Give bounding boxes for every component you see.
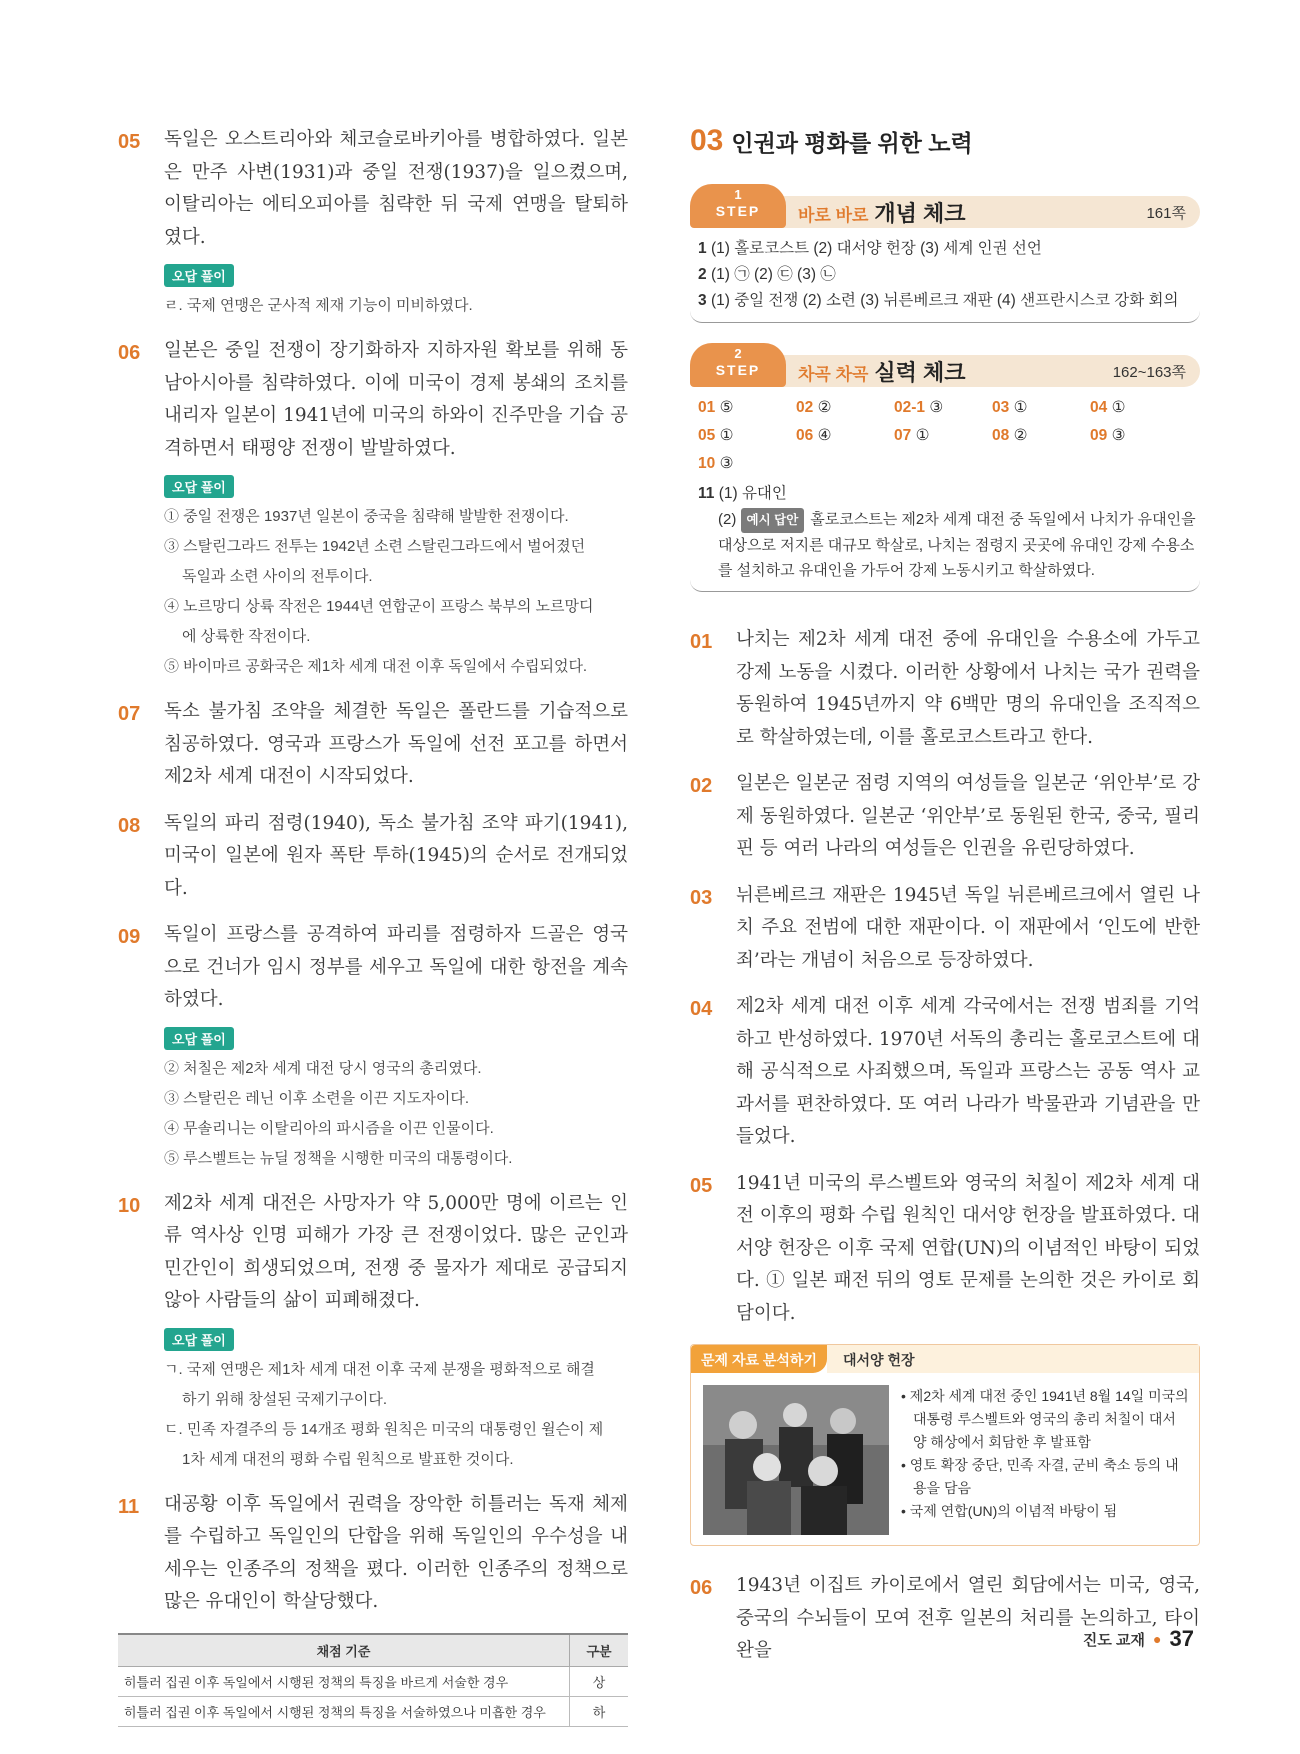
item-text: 일본은 일본군 점령 지역의 여성들을 일본군 ‘위안부’로 강제 동원하였다. 일본군 ‘위안부’로 동원된 한국, 중국, 필리핀 등 여러 나라의 여성들은 인권을 유린당하였다. bbox=[736, 773, 1200, 859]
page-footer bbox=[1083, 1626, 1194, 1652]
answer-number: 2 bbox=[698, 266, 707, 283]
item-body bbox=[164, 919, 628, 1174]
wrong-answer-badge: 오답 풀이 bbox=[164, 264, 234, 287]
note-line: ㄱ. 국제 연맹은 제1차 세계 대전 이후 국제 분쟁을 평화적으로 해결 bbox=[164, 1360, 595, 1378]
answer-choice: ② bbox=[1013, 427, 1028, 444]
table-row bbox=[118, 1696, 628, 1726]
answer-number: 05 bbox=[698, 427, 716, 444]
explanation-item bbox=[118, 1188, 628, 1475]
answer-choice: ② bbox=[817, 399, 832, 416]
answer-choice: ① bbox=[1111, 399, 1126, 416]
explanation-item bbox=[690, 880, 1200, 978]
answer-number: 1 bbox=[698, 240, 707, 257]
explanation-item bbox=[690, 624, 1200, 754]
note-line: 1차 세계 대전의 평화 수립 원칙으로 발표한 것이다. bbox=[182, 1450, 514, 1468]
step2-answers bbox=[690, 387, 1200, 592]
answer-cell bbox=[992, 423, 1090, 449]
item-number: 07 bbox=[118, 703, 141, 725]
item-number: 05 bbox=[118, 131, 141, 153]
answer-number: 07 bbox=[894, 427, 912, 444]
item-text: 독일의 파리 점령(1940), 독소 불가침 조약 파기(1941), 미국이 일본에 원자 폭탄 투하(1945)의 순서로 전개되었다. bbox=[164, 812, 628, 899]
step2-title-a: 차곡 차곡 bbox=[798, 364, 869, 384]
section-number: 03 bbox=[690, 124, 724, 157]
step2-box bbox=[690, 346, 1200, 592]
step-label: STEP bbox=[715, 362, 761, 378]
item-text: 1943년 이집트 카이로에서 열린 회담에서는 미국, 영국, 중국의 수뇌들이 모여 전후 일본의 처리를 논의하고, 타이완을 bbox=[736, 1575, 1200, 1661]
step1-box bbox=[690, 187, 1200, 323]
answer-text: (1) 홀로코스트 (2) 대서양 헌장 (3) 세계 인권 선언 bbox=[710, 240, 1042, 257]
document-bullets bbox=[901, 1385, 1189, 1535]
step2-tag bbox=[690, 343, 786, 387]
explanation-item bbox=[118, 335, 628, 682]
answer-number: 10 bbox=[698, 455, 716, 472]
item-number: 03 bbox=[690, 886, 713, 909]
right-column bbox=[690, 124, 1200, 1682]
item-number: 02 bbox=[690, 775, 713, 797]
note-line: ③ 스탈린은 레닌 이후 소련을 이끈 지도자이다. bbox=[164, 1089, 469, 1107]
bullet-item: • 국제 연합(UN)의 이념적 바탕이 됨 bbox=[901, 1503, 1118, 1519]
note-line: ③ 스탈린그라드 전투는 1942년 소련 스탈린그라드에서 벌어졌던 bbox=[164, 538, 586, 555]
item-body bbox=[164, 1188, 628, 1475]
answer-grid bbox=[698, 395, 1196, 477]
section-title: 인권과 평화를 위한 노력 bbox=[731, 129, 973, 156]
bullet-text: 제2차 세계 대전 중인 1941년 8월 14일 미국의 대통령 루스벨트와 영국의 총리 처칠이 대서양 해상에서 회담한 후 발표함 bbox=[909, 1388, 1189, 1450]
q11-part1: (1) 유대인 bbox=[718, 485, 787, 502]
step1-title bbox=[798, 197, 966, 228]
right-items bbox=[690, 624, 1200, 1330]
item-body bbox=[164, 124, 628, 321]
answer-row bbox=[698, 288, 1196, 314]
item-text: 독일은 오스트리아와 체코슬로바키아를 병합하였다. 일본은 만주 사변(1931)과 중일 전쟁(1937)을 일으켰으며, 이탈리아는 에티오피아를 침략한 뒤 국제 연맹을 탈퇴하였다. bbox=[164, 129, 628, 248]
item-number: 11 bbox=[118, 1495, 140, 1518]
scoring-criteria: 히틀러 집권 이후 독일에서 시행된 정책의 특징을 서술하였으나 미흡한 경우 bbox=[118, 1696, 570, 1726]
footer-label: 진도 교재 bbox=[1082, 1631, 1146, 1649]
item-number: 08 bbox=[118, 814, 141, 837]
table-row bbox=[118, 1666, 628, 1696]
step2-header bbox=[690, 346, 1200, 387]
item-text: 대공황 이후 독일에서 권력을 장악한 히틀러는 독재 체제를 수립하고 독일인의 단합을 위해 독일인의 우수성을 내세우는 인종주의 정책을 폈다. 이러한 인종주의 정책으로 많은 유대인이 학살당했다. bbox=[164, 1493, 628, 1612]
item-body bbox=[164, 1489, 628, 1619]
wrong-answer-badge: 오답 풀이 bbox=[164, 1328, 234, 1351]
answer-choice: ① bbox=[719, 427, 734, 444]
q11-answer bbox=[698, 481, 1196, 507]
answer-number: 11 bbox=[698, 485, 715, 502]
answer-number: 02-1 bbox=[894, 399, 926, 416]
q11-part2-text: 홀로코스트는 제2차 세계 대전 중 독일에서 나치가 유대인을 대상으로 저지른 대규모 학살로, 나치는 점령지 곳곳에 유대인 강제 수용소를 설치하고 유대인을 가두어 강제 노동시키고 학살하였다. bbox=[718, 511, 1196, 579]
step2-page: 162~163쪽 bbox=[1112, 363, 1186, 381]
item-number: 06 bbox=[690, 1577, 713, 1599]
scoring-table bbox=[118, 1633, 628, 1727]
left-items bbox=[118, 124, 628, 1619]
answer-choice: ① bbox=[915, 427, 930, 444]
bullet-item: • 제2차 세계 대전 중인 1941년 8월 14일 미국의 대통령 루스벨트와 영국의 총리 처칠이 대서양 해상에서 회담한 후 발표함 bbox=[901, 1388, 1189, 1450]
note-line: 독일과 소련 사이의 전투이다. bbox=[182, 568, 373, 585]
footer-dot-icon: ● bbox=[1153, 1631, 1162, 1647]
answer-cell bbox=[992, 395, 1090, 421]
answer-cell bbox=[698, 395, 796, 421]
answer-number: 02 bbox=[796, 399, 814, 416]
q11-part2-label: (2) bbox=[718, 511, 737, 528]
item-number: 04 bbox=[690, 998, 713, 1020]
document-analysis-box bbox=[690, 1344, 1200, 1546]
answer-cell bbox=[698, 451, 796, 477]
step-number: 2 bbox=[734, 346, 742, 361]
answer-cell bbox=[1090, 395, 1188, 421]
step1-title-a: 바로 바로 bbox=[798, 205, 869, 225]
answer-cell bbox=[796, 423, 894, 449]
step-number: 1 bbox=[734, 187, 742, 202]
q11-part2 bbox=[698, 507, 1196, 583]
note-line: ㄷ. 민족 자결주의 등 14개조 평화 원칙은 미국의 대통령인 윌슨이 제 bbox=[164, 1420, 604, 1438]
document-analysis-body bbox=[691, 1373, 1199, 1545]
item-number: 05 bbox=[690, 1174, 713, 1197]
section-header bbox=[690, 124, 1200, 158]
answer-choice: ③ bbox=[719, 455, 734, 472]
answer-number: 09 bbox=[1090, 427, 1108, 444]
item-text: 제2차 세계 대전 이후 세계 각국에서는 전쟁 범죄를 기억하고 반성하였다. 1970년 서독의 총리는 홀로코스트에 대해 공식적으로 사죄했으며, 독일과 프랑스는 공동 역사 교과서를 편찬하였다. 또 여러 나라가 박물관과 기념관을 만들었다. bbox=[736, 996, 1200, 1147]
answer-row bbox=[698, 236, 1196, 262]
answer-number: 06 bbox=[796, 427, 814, 444]
answer-number: 08 bbox=[992, 427, 1010, 444]
answer-number: 03 bbox=[992, 399, 1010, 416]
answer-text: (1) 중일 전쟁 (2) 소련 (3) 뉘른베르크 재판 (4) 샌프란시스코 강화 회의 bbox=[710, 292, 1179, 309]
explanation-item bbox=[690, 991, 1200, 1154]
answer-choice: ④ bbox=[817, 427, 832, 444]
item-body bbox=[164, 808, 628, 906]
answer-choice: ③ bbox=[929, 399, 944, 416]
answer-text: (1) ㉠ (2) ㉢ (3) ㉡ bbox=[710, 266, 836, 283]
bullet-text: 국제 연합(UN)의 이념적 바탕이 됨 bbox=[909, 1503, 1118, 1519]
answer-number: 3 bbox=[698, 292, 707, 309]
scoring-header-criteria: 채점 기준 bbox=[118, 1634, 570, 1667]
left-column bbox=[118, 124, 628, 1727]
step1-header bbox=[690, 187, 1200, 228]
explanation-item bbox=[690, 1570, 1200, 1668]
item-text: 뉘른베르크 재판은 1945년 독일 뉘른베르크에서 열린 나치 주요 전범에 대한 재판이다. 이 재판에서 ‘인도에 반한 죄’라는 개념이 처음으로 등장하였다. bbox=[736, 884, 1200, 971]
answer-cell bbox=[894, 423, 992, 449]
example-answer-badge: 예시 답안 bbox=[741, 508, 805, 533]
answer-row bbox=[698, 262, 1196, 288]
item-text: 1941년 미국의 루스벨트와 영국의 처칠이 제2차 세계 대전 이후의 평화 수립 원칙인 대서양 헌장을 발표하였다. 대서양 헌장은 이후 국제 연합(UN)의 이념적인 바탕이 되었다. ① 일본 패전 뒤의 영토 문제를 논의한 것은 카이로 회담이다. bbox=[736, 1172, 1200, 1324]
atlantic-charter-photo bbox=[703, 1385, 889, 1535]
item-number: 09 bbox=[118, 926, 141, 948]
item-number: 10 bbox=[118, 1194, 141, 1217]
answer-cell bbox=[698, 423, 796, 449]
scoring-header-grade: 구분 bbox=[570, 1634, 629, 1667]
item-text: 일본은 중일 전쟁이 장기화하자 지하자원 확보를 위해 동남아시아를 침략하였다. 이에 미국이 경제 봉쇄의 조치를 내리자 일본이 1941년에 미국의 하와이 진주만을 기습 공격하면서 태평양 전쟁이 발발하였다. bbox=[164, 340, 628, 459]
note-line: ④ 무솔리니는 이탈리아의 파시즘을 이끈 인물이다. bbox=[164, 1119, 494, 1137]
explanation-item bbox=[690, 1168, 1200, 1331]
explanation-item bbox=[118, 124, 628, 321]
note-line: ㄹ. 국제 연맹은 군사적 제재 기능이 미비하였다. bbox=[164, 297, 473, 314]
explanation-item bbox=[118, 919, 628, 1174]
answer-number: 04 bbox=[1090, 399, 1108, 416]
scoring-grade: 상 bbox=[570, 1666, 629, 1696]
item-text: 제2차 세계 대전은 사망자가 약 5,000만 명에 이르는 인류 역사상 인명 피해가 가장 큰 전쟁이었다. 많은 군인과 민간인이 희생되었으며, 전쟁 중 물자가 제대로 공급되지 않아 사람들의 삶이 피폐해졌다. bbox=[164, 1192, 628, 1311]
page-number: 37 bbox=[1169, 1626, 1194, 1651]
answer-cell bbox=[1090, 423, 1188, 449]
wrong-answer-badge: 오답 풀이 bbox=[164, 475, 234, 498]
document-analysis-title: 대서양 헌장 bbox=[827, 1345, 1199, 1373]
wrong-answer-badge: 오답 풀이 bbox=[164, 1027, 234, 1050]
step2-title-b: 실력 체크 bbox=[874, 359, 966, 385]
item-number: 01 bbox=[690, 631, 713, 653]
note-line: ⑤ 바이마르 공화국은 제1차 세계 대전 이후 독일에서 수립되었다. bbox=[164, 658, 588, 675]
explanation-item bbox=[690, 768, 1200, 866]
explanation-item bbox=[118, 808, 628, 906]
step1-tag bbox=[690, 184, 786, 228]
answer-choice: ③ bbox=[1111, 427, 1126, 444]
step1-page: 161쪽 bbox=[1146, 204, 1186, 222]
note-line: 에 상륙한 작전이다. bbox=[182, 628, 311, 645]
step2-title bbox=[798, 356, 966, 387]
item-body bbox=[164, 696, 628, 794]
answer-choice: ⑤ bbox=[719, 399, 734, 416]
note-line: ② 처칠은 제2차 세계 대전 당시 영국의 총리였다. bbox=[164, 1059, 482, 1077]
bullet-item: • 영토 확장 중단, 민족 자결, 군비 축소 등의 내용을 담음 bbox=[901, 1457, 1179, 1496]
item-text: 독소 불가침 조약을 체결한 독일은 폴란드를 기습적으로 침공하였다. 영국과 프랑스가 독일에 선전 포고를 하면서 제2차 세계 대전이 시작되었다. bbox=[164, 701, 628, 787]
note-line: ① 중일 전쟁은 1937년 일본이 중국을 침략해 발발한 전쟁이다. bbox=[164, 508, 569, 525]
scoring-grade: 하 bbox=[570, 1696, 629, 1726]
explanation-item bbox=[118, 696, 628, 794]
document-analysis-tag: 문제 자료 분석하기 bbox=[691, 1345, 827, 1373]
bullet-text: 영토 확장 중단, 민족 자결, 군비 축소 등의 내용을 담음 bbox=[909, 1457, 1179, 1496]
document-analysis-header bbox=[691, 1345, 1199, 1373]
explanation-item bbox=[118, 1489, 628, 1619]
answer-number: 01 bbox=[698, 399, 716, 416]
step1-answers bbox=[690, 228, 1200, 323]
scoring-criteria: 히틀러 집권 이후 독일에서 시행된 정책의 특징을 바르게 서술한 경우 bbox=[118, 1666, 570, 1696]
item-number: 06 bbox=[118, 342, 141, 364]
item-body bbox=[164, 335, 628, 682]
step1-title-b: 개념 체크 bbox=[874, 200, 966, 226]
note-line: ⑤ 루스벨트는 뉴딜 정책을 시행한 미국의 대통령이다. bbox=[164, 1149, 513, 1167]
item-text: 나치는 제2차 세계 대전 중에 유대인을 수용소에 가두고 강제 노동을 시켰다. 이러한 상황에서 나치는 국가 권력을 동원하여 1945년까지 약 6백만 명의 유대인을 조직적으로 학살하였는데, 이를 홀로코스트라고 한다. bbox=[736, 629, 1200, 748]
answer-choice: ① bbox=[1013, 399, 1028, 416]
item-text: 독일이 프랑스를 공격하여 파리를 점령하자 드골은 영국으로 건너가 임시 정부를 세우고 독일에 대한 항전을 계속하였다. bbox=[164, 924, 628, 1010]
note-line: 하기 위해 창설된 국제기구이다. bbox=[182, 1390, 388, 1408]
answer-cell bbox=[796, 395, 894, 421]
step-label: STEP bbox=[715, 203, 761, 219]
answer-cell bbox=[894, 395, 992, 421]
note-line: ④ 노르망디 상륙 작전은 1944년 연합군이 프랑스 북부의 노르망디 bbox=[164, 598, 594, 615]
